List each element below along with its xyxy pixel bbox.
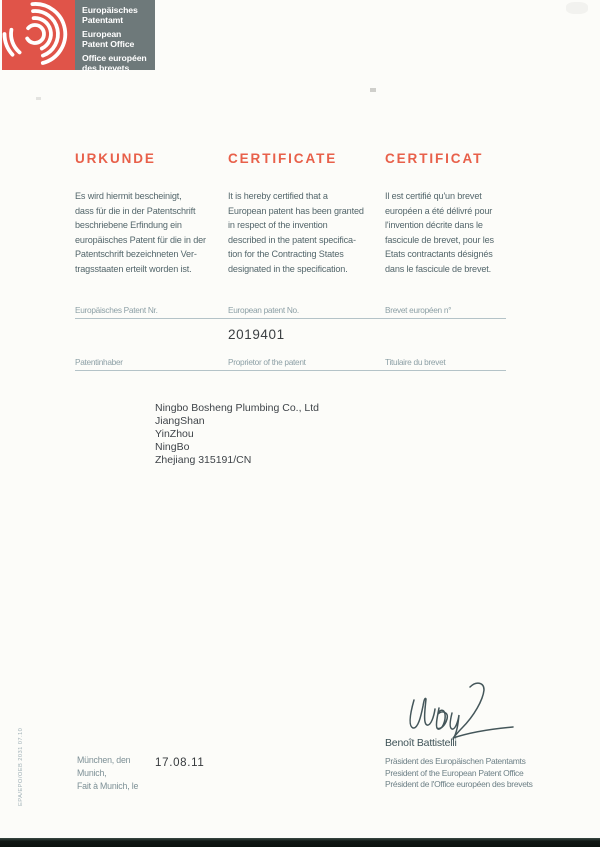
label-patent-no-french: Brevet européen n° — [385, 305, 452, 315]
label-patent-no-german: Europäisches Patent Nr. — [75, 305, 158, 315]
scan-edge-bar — [0, 838, 600, 847]
heading-certificat: CERTIFICAT — [385, 151, 484, 166]
epo-spiral-icon — [2, 0, 75, 70]
scan-speck — [36, 97, 41, 100]
certification-text-german: Es wird hiermit bescheinigt, dass für die in der Patentschrift beschriebene Erfindung ein europäisches Patent für die in der Patentschrift bezeichneten Ver- tragsstaaten erteilt worden ist. — [75, 191, 206, 274]
org-name-french — [82, 53, 155, 73]
label-proprietor-french: Titulaire du brevet — [385, 357, 446, 367]
org-line: Patent Office — [82, 38, 135, 49]
scan-smudge — [566, 2, 588, 14]
label-proprietor-german: Patentinhaber — [75, 357, 123, 367]
heading-urkunde: URKUNDE — [75, 151, 156, 166]
org-line: Patentamt — [82, 14, 124, 25]
org-line: Office européen — [82, 52, 147, 63]
proprietor-address: Ningbo Bosheng Plumbing Co., Ltd JiangShan YinZhou NingBo Zhejiang 315191/CN — [155, 402, 320, 466]
org-name-english — [82, 29, 155, 49]
patent-number-value: 2019401 — [228, 327, 285, 342]
label-proprietor-english: Proprietor of the patent — [228, 357, 306, 367]
divider-line — [75, 318, 506, 319]
form-code-vertical: EPA/EPO/OEB 2031 07.10 — [18, 727, 24, 806]
issue-place: München, den Munich, Fait à Munich, le — [77, 755, 139, 791]
heading-certificate: CERTIFICATE — [228, 151, 338, 166]
certification-text-french: Il est certifié qu'un brevet européen a été délivré pour l'invention décrite dans le fascicule de brevet, pour les Etats contractants désignés dans le fascicule de brevet. — [385, 191, 494, 274]
org-name-german — [82, 5, 155, 25]
certification-text-english: It is hereby certified that a European patent has been granted in respect of the invention described in the patent specifica- tion for the Contracting States designated in the specification. — [228, 191, 364, 274]
signatory-name: Benoît Battistelli — [385, 737, 457, 749]
epo-org-name-block — [75, 0, 155, 73]
signatory-titles: Präsident des Europäischen Patentamts President of the European Patent Office Président de l'Office européen des brevets — [385, 756, 533, 790]
label-patent-no-english: European patent No. — [228, 305, 299, 315]
org-line: Europäisches — [82, 4, 138, 15]
issue-date: 17.08.11 — [155, 757, 205, 769]
org-line: des brevets — [82, 62, 130, 73]
divider-line — [75, 370, 506, 371]
scan-speck — [370, 88, 376, 92]
org-line: European — [82, 28, 122, 39]
